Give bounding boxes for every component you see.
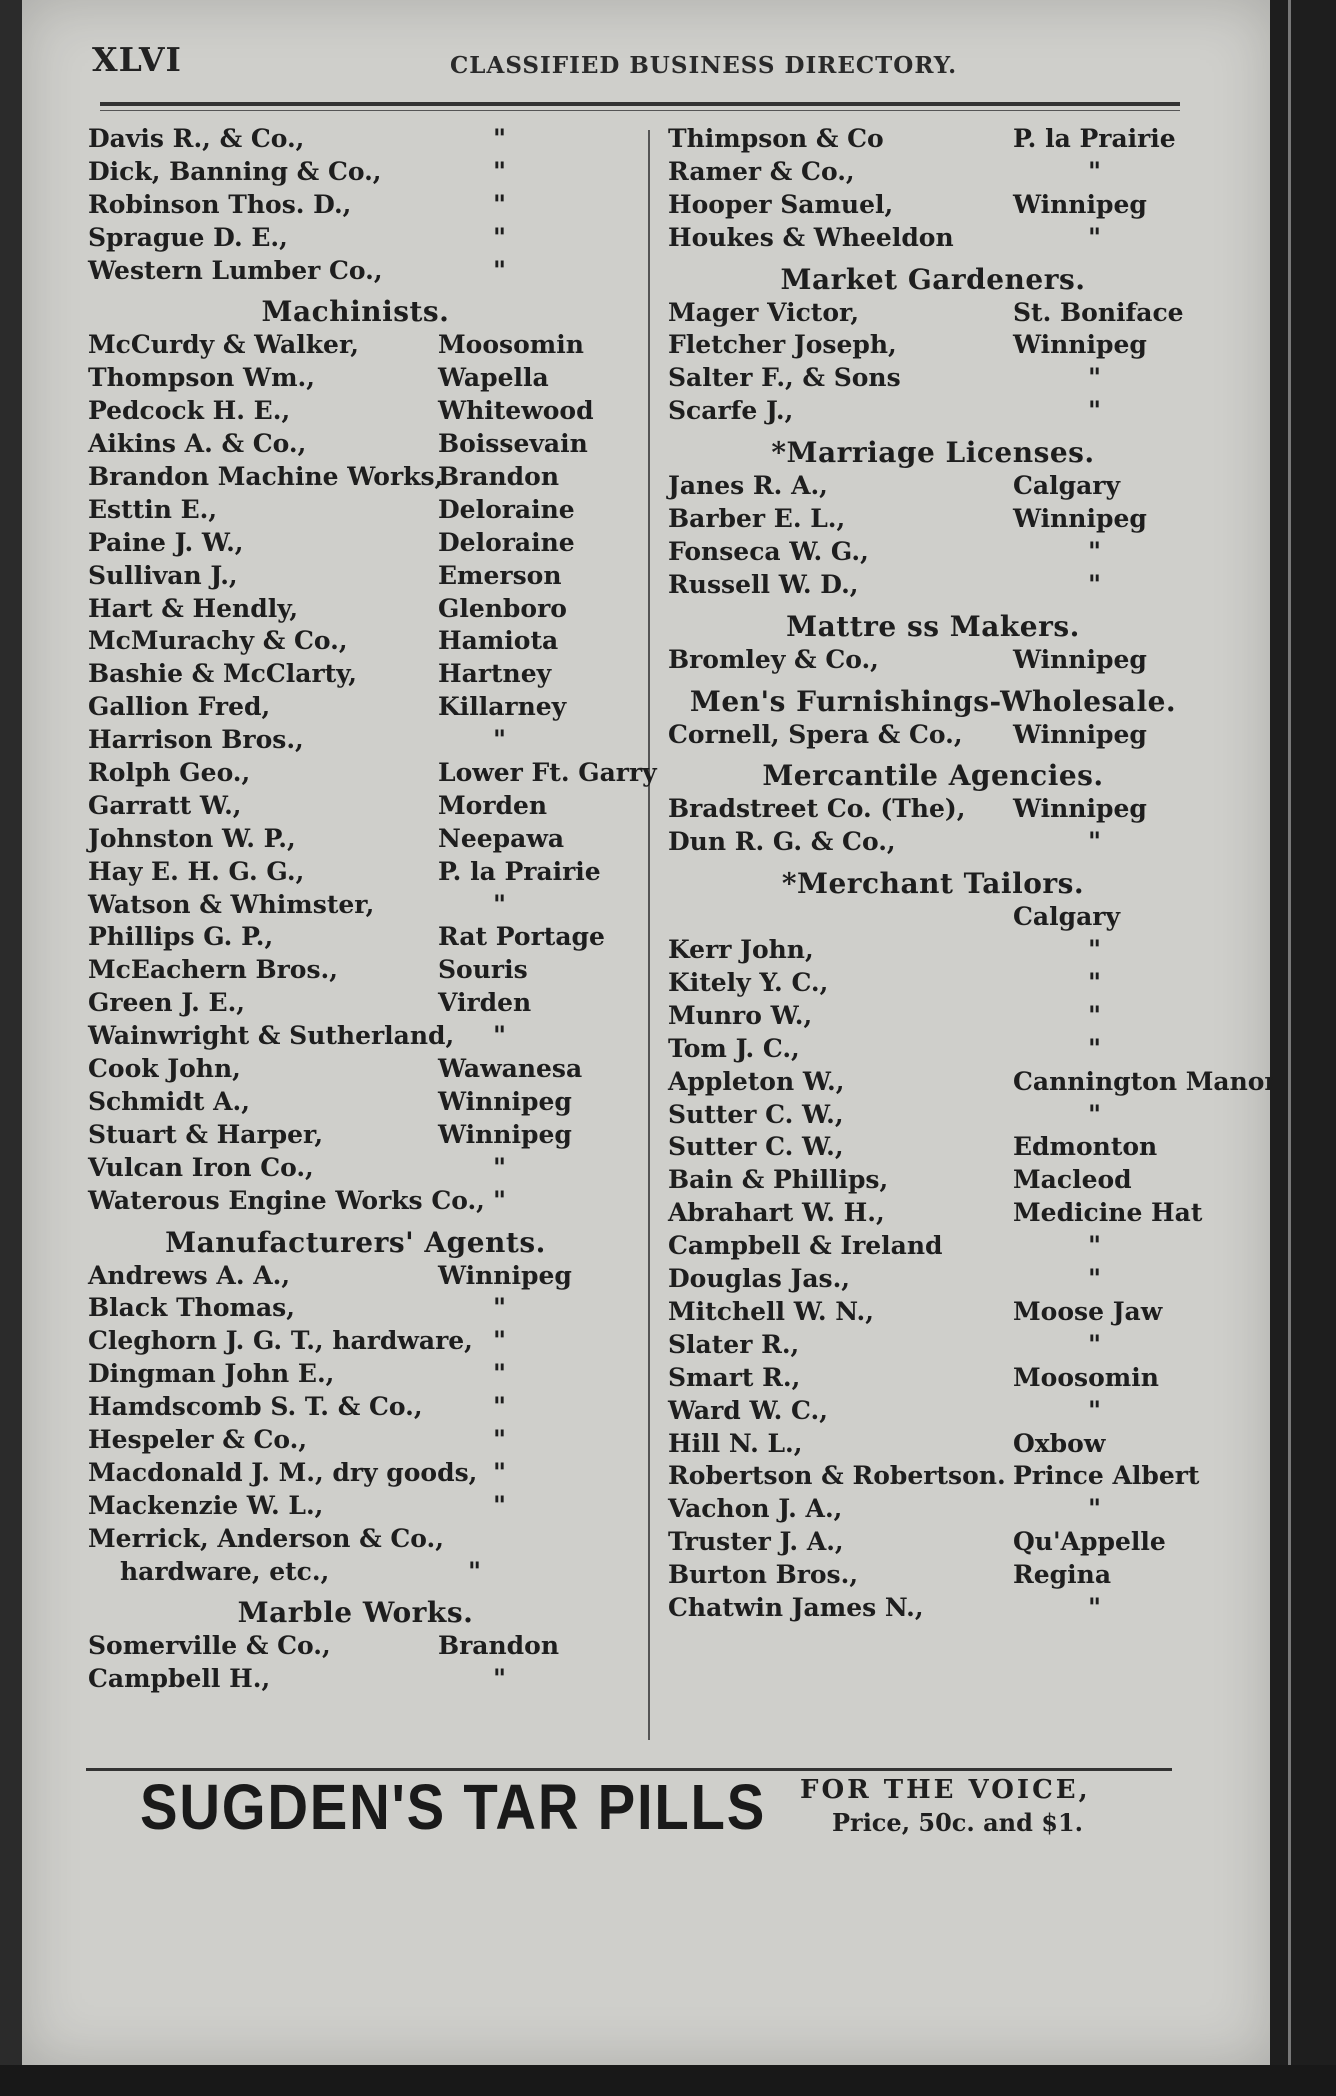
directory-entry	[88, 1357, 623, 1390]
directory-entry	[88, 920, 623, 953]
directory-entry	[668, 1459, 1198, 1492]
location: Winnipeg	[438, 1260, 572, 1290]
business-name: Dun R. G. & Co.,	[668, 827, 896, 857]
directory-entry	[668, 825, 1198, 858]
business-name: Wainwright & Sutherland,	[88, 1021, 455, 1051]
ditto-mark: "	[1088, 1592, 1102, 1622]
business-name: Campbell H.,	[88, 1664, 271, 1694]
header-rule-thin	[100, 110, 1180, 111]
directory-entry	[668, 1065, 1278, 1098]
location: Deloraine	[438, 527, 575, 557]
business-name: Brandon Machine Works,	[88, 462, 444, 492]
book-gutter	[1270, 0, 1336, 2096]
ditto-mark: "	[493, 1326, 507, 1356]
location: Calgary	[1013, 902, 1120, 932]
location: Regina	[1013, 1560, 1112, 1590]
business-name: Chatwin James N.,	[668, 1592, 924, 1622]
directory-entry	[88, 1390, 623, 1423]
ditto-mark: "	[1088, 363, 1102, 393]
business-name: Douglas Jas.,	[668, 1264, 850, 1294]
section-heading: Manufacturers' Agents.	[165, 1225, 546, 1259]
business-name: Thompson Wm.,	[88, 363, 315, 393]
business-name: Slater R.,	[668, 1329, 800, 1359]
directory-entry	[88, 657, 623, 690]
location: Souris	[438, 955, 528, 985]
location: Winnipeg	[1013, 719, 1147, 749]
directory-entry	[88, 592, 623, 625]
business-name: Ramer & Co.,	[668, 156, 855, 186]
left-column	[88, 122, 657, 1695]
location: Rat Portage	[438, 922, 605, 952]
business-name: Schmidt A.,	[88, 1086, 250, 1116]
business-name: Green J. E.,	[88, 988, 245, 1018]
business-name: Rolph Geo.,	[88, 758, 251, 788]
business-name: Janes R. A.,	[668, 471, 828, 501]
right-column	[668, 122, 1278, 1624]
location: Hamiota	[438, 626, 559, 656]
section-heading: *Marriage Licenses.	[771, 436, 1095, 470]
section-heading: Mattre ss Makers.	[786, 609, 1080, 643]
business-name: Cleghorn J. G. T., hardware,	[88, 1326, 473, 1356]
business-name: Phillips G. P.,	[88, 922, 274, 952]
directory-entry	[88, 855, 623, 888]
ditto-mark: "	[493, 189, 507, 219]
directory-entry	[88, 1118, 623, 1151]
ditto-mark: "	[1088, 935, 1102, 965]
directory-entry	[668, 296, 1198, 329]
directory-entry	[88, 1522, 623, 1555]
business-name: Mager Victor,	[668, 297, 860, 327]
directory-entry	[88, 1052, 623, 1085]
section-heading: Mercantile Agencies.	[762, 759, 1104, 793]
business-name: Dingman John E.,	[88, 1359, 335, 1389]
business-name: Mitchell W. N.,	[668, 1296, 874, 1326]
business-name: Burton Bros.,	[668, 1560, 859, 1590]
business-name: Russell W. D.,	[668, 569, 859, 599]
business-name: Appleton W.,	[668, 1066, 845, 1096]
location: Moose Jaw	[1013, 1296, 1163, 1326]
facing-page-edge	[1288, 0, 1291, 2096]
ad-title: SUGDEN'S TAR PILLS	[140, 1771, 767, 1843]
directory-entry	[668, 469, 1198, 502]
ditto-mark: "	[493, 725, 507, 755]
directory-entry	[88, 789, 623, 822]
business-name: Abrahart W. H.,	[668, 1198, 885, 1228]
location: Lower Ft. Garry	[438, 758, 657, 788]
location: P. la Prairie	[1013, 124, 1176, 153]
directory-entry	[88, 822, 623, 855]
directory-entry	[88, 460, 623, 493]
ditto-mark: "	[493, 1152, 507, 1182]
location: Brandon	[438, 1631, 560, 1661]
location: Wapella	[438, 363, 549, 393]
directory-entry	[668, 1229, 1198, 1262]
location: Glenboro	[438, 593, 567, 623]
directory-entry	[668, 502, 1198, 535]
directory-entry	[668, 966, 1198, 999]
business-name: Smart R.,	[668, 1362, 801, 1392]
location: Whitewood	[438, 396, 594, 426]
business-name: Pedcock H. E.,	[88, 396, 291, 426]
directory-entry	[88, 254, 623, 287]
ditto-mark: "	[1088, 1000, 1102, 1030]
business-name: Bradstreet Co. (The),	[668, 794, 966, 824]
directory-entry	[668, 155, 1198, 188]
business-name: Dick, Banning & Co.,	[88, 156, 382, 186]
ditto-mark: "	[493, 1664, 507, 1694]
directory-entry	[88, 361, 623, 394]
directory-entry	[668, 361, 1198, 394]
ad-tagline: FOR THE VOICE,	[800, 1775, 1091, 1805]
directory-entry	[668, 1492, 1198, 1525]
business-name: Hay E. H. G. G.,	[88, 856, 305, 886]
business-name: Western Lumber Co.,	[88, 255, 383, 285]
directory-entry	[88, 1151, 623, 1184]
directory-entry	[668, 1361, 1198, 1394]
ditto-mark: "	[493, 222, 507, 252]
location: Winnipeg	[1013, 504, 1147, 534]
ditto-mark: "	[493, 1293, 507, 1323]
business-name: McMurachy & Co.,	[88, 626, 348, 656]
location: Macleod	[1013, 1165, 1132, 1195]
business-name: Paine J. W.,	[88, 527, 244, 557]
location: Moosomin	[1013, 1362, 1159, 1392]
directory-entry	[668, 1163, 1198, 1196]
ditto-mark: "	[1088, 1494, 1102, 1524]
business-name: Cornell, Spera & Co.,	[668, 719, 963, 749]
directory-entry	[88, 155, 623, 188]
business-name: Munro W.,	[668, 1000, 813, 1030]
ditto-mark: "	[1088, 396, 1102, 426]
ditto-mark: "	[493, 1185, 507, 1215]
directory-entry	[668, 188, 1198, 221]
business-name: Kitely Y. C.,	[668, 968, 829, 998]
business-name: Aikins A. & Co.,	[88, 429, 307, 459]
directory-entry	[668, 999, 1198, 1032]
section-heading: Market Gardeners.	[780, 262, 1086, 296]
business-name: Truster J. A.,	[668, 1527, 844, 1557]
ad-price: Price, 50c. and $1.	[832, 1808, 1084, 1837]
ditto-mark: "	[493, 156, 507, 186]
business-name: Black Thomas,	[88, 1293, 295, 1323]
business-name: hardware, etc.,	[120, 1556, 330, 1586]
business-name: Gallion Fred,	[88, 692, 271, 722]
directory-entry	[668, 1032, 1198, 1065]
location: Winnipeg	[438, 1086, 572, 1116]
location: Cannington Manor	[1013, 1066, 1278, 1096]
ditto-mark: "	[493, 1359, 507, 1389]
ditto-mark: "	[1088, 536, 1102, 566]
ditto-mark: "	[493, 889, 507, 919]
location: Emerson	[438, 560, 562, 590]
directory-entry	[668, 1525, 1198, 1558]
business-name: Kerr John,	[668, 935, 814, 965]
directory-entry	[88, 1324, 623, 1357]
business-name: Somerville & Co.,	[88, 1631, 331, 1661]
location: St. Boniface	[1013, 297, 1184, 327]
location: Killarney	[438, 692, 567, 722]
business-name: Johnston W. P.,	[88, 823, 296, 853]
directory-entry	[668, 1394, 1198, 1427]
location: Qu'Appelle	[1013, 1527, 1166, 1557]
directory-entry	[668, 1130, 1198, 1163]
business-name: Robertson & Robertson.	[668, 1461, 1006, 1491]
ditto-mark: "	[468, 1556, 482, 1586]
directory-entry	[668, 1427, 1198, 1460]
location: Medicine Hat	[1013, 1198, 1203, 1228]
directory-entry	[668, 1328, 1198, 1361]
business-name: Harrison Bros.,	[88, 725, 304, 755]
directory-entry	[88, 888, 623, 921]
business-name: Fletcher Joseph,	[668, 330, 897, 360]
location: Wawanesa	[438, 1054, 583, 1084]
business-name: McEachern Bros.,	[88, 955, 338, 985]
location: P. la Prairie	[438, 856, 601, 886]
business-name: Hill N. L.,	[668, 1428, 803, 1458]
business-name: Campbell & Ireland	[668, 1231, 943, 1261]
location: Winnipeg	[1013, 794, 1147, 824]
business-name: Bromley & Co.,	[668, 644, 879, 674]
directory-entry	[88, 953, 623, 986]
directory-entry	[668, 1591, 1198, 1624]
business-name: Waterous Engine Works Co.,	[88, 1185, 485, 1215]
location: Brandon	[438, 462, 560, 492]
column-divider	[648, 130, 650, 1740]
directory-entry	[88, 1555, 623, 1588]
location: Prince Albert	[1013, 1461, 1200, 1491]
section-heading: Men's Furnishings-Wholesale.	[689, 684, 1177, 718]
business-name: Tom J. C.,	[668, 1033, 800, 1063]
business-name: Stuart & Harper,	[88, 1119, 324, 1149]
directory-entry	[88, 427, 623, 460]
ditto-mark: "	[493, 1457, 507, 1487]
directory-entry	[88, 221, 623, 254]
location: Edmonton	[1013, 1132, 1158, 1162]
directory-entry	[668, 122, 1198, 155]
directory-entry	[88, 756, 657, 789]
business-name: Thimpson & Co	[668, 124, 884, 153]
business-name: Hooper Samuel,	[668, 189, 894, 219]
ditto-mark: "	[1088, 827, 1102, 857]
directory-entry	[668, 900, 1198, 933]
directory-entry	[668, 792, 1198, 825]
page-header	[70, 40, 1190, 90]
directory-entry	[88, 122, 623, 155]
directory-entry	[88, 394, 623, 427]
directory-entry	[88, 188, 623, 221]
directory-entry	[88, 328, 623, 361]
section-heading: *Merchant Tailors.	[781, 867, 1085, 901]
business-name: Salter F., & Sons	[668, 363, 901, 393]
directory-entry	[88, 559, 623, 592]
directory-entry	[668, 1558, 1198, 1591]
location: Hartney	[438, 659, 552, 689]
business-name: Bain & Phillips,	[668, 1165, 889, 1195]
business-name: Fonseca W. G.,	[668, 536, 869, 566]
business-name: Macdonald J. M., dry goods,	[88, 1457, 478, 1487]
directory-entry	[88, 1662, 623, 1695]
ditto-mark: "	[1088, 1329, 1102, 1359]
business-name: Barber E. L.,	[668, 504, 846, 534]
ditto-mark: "	[493, 255, 507, 285]
directory-entry	[88, 1423, 623, 1456]
ditto-mark: "	[1088, 968, 1102, 998]
business-name: Esttin E.,	[88, 494, 218, 524]
directory-entry	[88, 723, 623, 756]
location: Calgary	[1013, 471, 1120, 501]
ditto-mark: "	[1088, 1231, 1102, 1261]
business-name: Merrick, Anderson & Co.,	[88, 1523, 444, 1553]
location: Moosomin	[438, 330, 584, 360]
ditto-mark: "	[1088, 1395, 1102, 1425]
location: Virden	[438, 988, 532, 1018]
business-name: Sutter C. W.,	[668, 1132, 844, 1162]
ditto-mark: "	[493, 1392, 507, 1422]
business-name: Watson & Whimster,	[88, 889, 375, 919]
directory-entry	[668, 933, 1198, 966]
directory-entry	[88, 624, 623, 657]
location: Oxbow	[1013, 1428, 1106, 1458]
directory-entry	[88, 1019, 623, 1052]
business-name: Hart & Hendly,	[88, 593, 299, 623]
business-name: Ward W. C.,	[668, 1395, 828, 1425]
directory-entry	[668, 1196, 1203, 1229]
location: Winnipeg	[1013, 644, 1147, 674]
location: Winnipeg	[1013, 189, 1147, 219]
scan-bottom-edge	[0, 2065, 1336, 2096]
location: Boissevain	[438, 429, 588, 459]
directory-entry	[88, 1489, 623, 1522]
directory-entry	[668, 328, 1198, 361]
location: Neepawa	[438, 823, 565, 853]
section-heading: Machinists.	[261, 295, 450, 329]
directory-entry	[88, 1291, 623, 1324]
directory-entry	[668, 1295, 1198, 1328]
directory-entry	[88, 1259, 623, 1292]
ditto-mark: "	[1088, 1099, 1102, 1129]
business-name: Mackenzie W. L.,	[88, 1490, 324, 1520]
business-name: Houkes & Wheeldon	[668, 222, 954, 252]
directory-entry	[668, 394, 1198, 427]
business-name: Davis R., & Co.,	[88, 124, 305, 153]
business-name: Sutter C. W.,	[668, 1099, 844, 1129]
header-rule	[100, 102, 1180, 106]
directory-entry	[668, 1098, 1198, 1131]
directory-entry	[88, 1456, 623, 1489]
directory-entry	[88, 1629, 623, 1662]
section-heading: Marble Works.	[237, 1596, 474, 1630]
business-name: Sprague D. E.,	[88, 222, 288, 252]
business-name: Robinson Thos. D.,	[88, 189, 352, 219]
directory-entry	[88, 690, 623, 723]
directory-entry	[88, 493, 623, 526]
business-name: McCurdy & Walker,	[88, 330, 360, 360]
business-name: Sullivan J.,	[88, 560, 238, 590]
business-name: Cook John,	[88, 1054, 241, 1084]
business-name: Hespeler & Co.,	[88, 1424, 308, 1454]
directory-entry	[88, 526, 623, 559]
ditto-mark: "	[493, 1490, 507, 1520]
directory-entry	[668, 221, 1198, 254]
ditto-mark: "	[1088, 156, 1102, 186]
directory-entry	[668, 535, 1198, 568]
business-name: Andrews A. A.,	[88, 1260, 291, 1290]
directory-entry	[88, 1184, 623, 1217]
ditto-mark: "	[493, 1424, 507, 1454]
ditto-mark: "	[1088, 569, 1102, 599]
location: Winnipeg	[438, 1119, 572, 1149]
location: Winnipeg	[1013, 330, 1147, 360]
directory-entry	[88, 1085, 623, 1118]
business-name: Hamdscomb S. T. & Co.,	[88, 1392, 423, 1422]
directory-entry	[668, 1262, 1198, 1295]
business-name: Garratt W.,	[88, 790, 242, 820]
location: Deloraine	[438, 494, 575, 524]
directory-entry	[668, 643, 1198, 676]
ditto-mark: "	[1088, 1033, 1102, 1063]
business-name: Bashie & McClarty,	[88, 659, 358, 689]
running-title: CLASSIFIED BUSINESS DIRECTORY.	[450, 52, 958, 79]
directory-entry	[88, 986, 623, 1019]
business-name: Vachon J. A.,	[668, 1494, 843, 1524]
page-number: XLVI	[92, 40, 182, 79]
ditto-mark: "	[493, 1021, 507, 1051]
ditto-mark: "	[1088, 1264, 1102, 1294]
directory-entry	[668, 568, 1198, 601]
ditto-mark: "	[1088, 222, 1102, 252]
directory-entry	[668, 718, 1198, 751]
ditto-mark: "	[493, 124, 507, 153]
location: Morden	[438, 790, 548, 820]
business-name: Scarfe J.,	[668, 396, 794, 426]
business-name: Vulcan Iron Co.,	[88, 1152, 314, 1182]
